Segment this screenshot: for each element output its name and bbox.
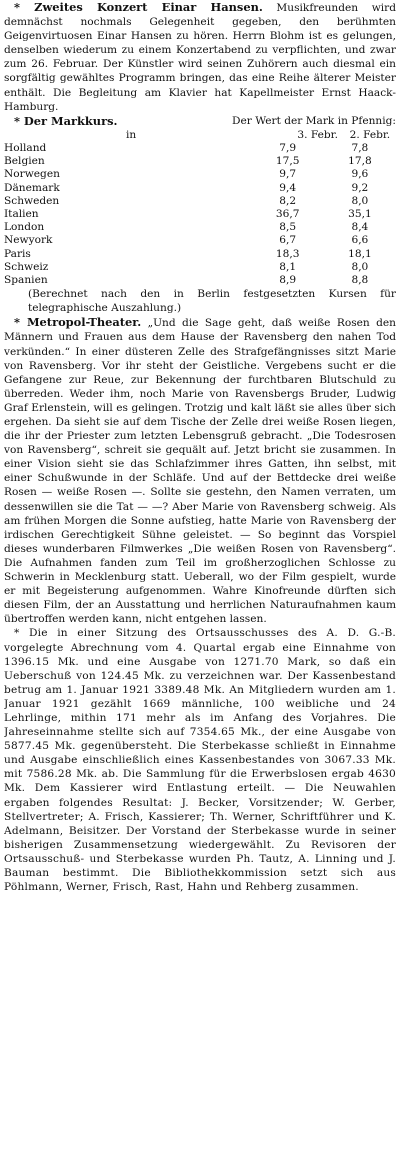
rate-value-date1: 9,7: [279, 168, 297, 181]
article-title: * Metropol-Theater.: [14, 315, 142, 330]
rate-value-date2: 18,1: [348, 247, 372, 260]
column-header-in: in: [126, 128, 137, 141]
column-header-date1: 3. Febr.: [297, 128, 338, 141]
rate-value-date2: 8,0: [351, 194, 369, 207]
article-body: * Die in einer Sitzung des Ortsausschusses des A. D. G.-B. vorgelegte Abrechnung vom 4. Quartal ergab eine Einnahme von 1396.15 Mk. und eine Ausgabe von 1271.70 Mark, so daß ein Ueberschuß von 124.45 Mk. zu verzeichnen war. Der Kassenbestand betrug am 1. Januar 1921 3389.48 Mk. An Mitgliedern wurden am 1. Januar 1921 gezählt 1669 männliche, 100 weibliche und 24 Lehrlinge, mithin 171 mehr als im Anfang des Vorjahres. Die Jahreseinnahme stellte sich auf 7354.65 Mk., der eine Ausgabe von 5877.45 Mk. gegenübersteht. Die Sterbekasse schließt in Einnahme und Ausgabe einschließlich eines Kassenbestandes von 3067.33 Mk. mit 7586.28 Mk. ab. Die Sammlung für die Erwerbslosen ergab 4630 Mk. Dem Kassierer wird Entlastung erteilt. — Die Neuwahlen ergaben folgendes Resultat: J. Becker, Vorsitzender; W. Gerber, Stellvertreter; A. Frisch, Kassierer; Th. Werner, Schriftführer und K. Adelmann, Beisitzer. Der Vorstand der Sterbekasse wurde in seiner bisherigen Zusammensetzung wiedergewählt. Zu Revisoren der Ortsausschuß- und Sterbekasse wurden Ph. Tautz, A. Linning und J. Bauman bestimmt. Die Bibliothekkommission setzt sich aus Pöhlmann, Werner, Frisch, Rast, Hahn und Rehberg zusammen.: [4, 627, 396, 894]
markkurs-column-headers: [4, 128, 396, 142]
rate-value-date2: 17,8: [348, 155, 372, 168]
article-body: Musikfreunden wird demnächst nochmals Gelegenheit gegeben, den berühmten Geigenvirtuosen Einar Hansen zu hören. Herrn Blohm ist es gelungen, denselben wiederum zu einem Konzertabend zu verpflichten, und zwar zum 26. Februar. Der Künstler wird seinen Zuhörern auch diesmal ein sorgfältig gewähltes Programm bringen, das eine Reihe älterer Meister enthält. Die Begleitung am Klavier hat Kapellmeister Ernst Haack-Hamburg.: [4, 2, 396, 113]
rate-row: [4, 195, 396, 208]
country-name: Holland: [4, 141, 47, 154]
country-name: Newyork: [4, 234, 53, 247]
rate-row: [4, 142, 396, 155]
rate-row: [4, 248, 396, 261]
rate-value-date1: 8,2: [279, 194, 297, 207]
rate-value-date2: 7,8: [351, 141, 369, 154]
markkurs-heading: [4, 114, 396, 128]
markkurs-intro: Der Wert der Mark in Pfennig:: [232, 114, 396, 127]
country-name: London: [4, 221, 45, 234]
article-title: * Zweites Konzert Einar Hansen.: [14, 0, 263, 14]
column-header-date2: 2. Febr.: [349, 128, 391, 141]
rate-value-date1: 18,3: [275, 247, 300, 260]
rate-value-date1: 8,1: [279, 260, 297, 273]
rate-row: [4, 182, 396, 195]
rate-value-date1: 9,4: [279, 181, 297, 194]
rate-value-date1: 7,9: [279, 141, 297, 154]
article-ortsausschuss: [4, 626, 396, 894]
rate-value-date1: 8,5: [279, 221, 297, 234]
rate-value-date2: 9,6: [351, 168, 369, 181]
rate-value-date2: 8,8: [351, 273, 369, 286]
rate-value-date2: 9,2: [351, 181, 369, 194]
rate-value-date2: 8,4: [351, 221, 369, 234]
rate-row: [4, 274, 396, 287]
rate-value-date2: 6,6: [351, 234, 369, 247]
country-name: Schweiz: [4, 260, 49, 273]
newspaper-column: [4, 0, 396, 1159]
article-konzert: [4, 0, 396, 114]
rate-value-date1: 36,7: [275, 207, 300, 220]
article-title: * Der Markkurs.: [14, 113, 118, 128]
country-name: Dänemark: [4, 181, 60, 194]
article-metropol: [4, 315, 396, 626]
rate-value-date1: 17,5: [275, 155, 300, 168]
rate-value-date1: 6,7: [279, 234, 297, 247]
country-name: Belgien: [4, 155, 45, 168]
rate-value-date2: 35,1: [348, 207, 372, 220]
rate-row: [4, 234, 396, 247]
rate-row: [4, 155, 396, 168]
country-name: Italien: [4, 207, 39, 220]
rate-row: [4, 261, 396, 274]
country-name: Spanien: [4, 273, 48, 286]
rate-row: [4, 168, 396, 181]
rate-row: [4, 208, 396, 221]
markkurs-note: (Berechnet nach den in Berlin festgesetzten Kursen für telegraphische Auszahlung.): [28, 288, 396, 315]
country-name: Schweden: [4, 194, 60, 207]
rate-value-date2: 8,0: [351, 260, 369, 273]
rates-table: [4, 142, 396, 287]
country-name: Paris: [4, 247, 31, 260]
rate-row: [4, 221, 396, 234]
article-markkurs: [4, 114, 396, 316]
article-body: „Und die Sage geht, daß weiße Rosen den Männern und Frauen aus dem Hause der Ravensberg den nahen Tod verkünden.“ In einer düsteren Zelle des Strafgefängnisses sitzt Marie von Ravensberg. Vor ihr steht der Geistliche. Vergebens sucht er die Gefangene zur Reue, zur Bekennung der furchtbaren Blutschuld zu überreden. Weder ihm, noch Marie von Ravensbergs Bruder, Ludwig Graf Erlenstein, will es gelingen. Trotzig und kalt läßt sie alles über sich ergehen. Da sieht sie auf dem Tische der Zelle drei weiße Rosen liegen, die ihr der Priester zum letzten Lebensgruß gebracht. „Die Todesrosen von Ravensberg“, schreit sie gequält auf. Jetzt bricht sie zusammen. In einer Vision sieht sie das Schlafzimmer ihres Gatten, ihn selbst, mit einer Schußwunde in der Schläfe. Und auf der Bettdecke drei weiße Rosen — weiße Rosen —. Sollte sie gestehn, den Namen verraten, um dessenwillen sie die Tat — —? Aber Marie von Ravensberg schweig. Als am frühen Morgen die Sonne aufstieg, hatte Marie von Ravensberg der irdischen Gerechtigkeit Sühne geleistet. — So beginnt das Vorspiel dieses wunderbaren Filmwerkes „Die weißen Rosen von Ravensberg“. Die Aufnahmen fanden zum Teil im großherzoglichen Schlosse zu Schwerin in Mecklenburg statt. Ueberall, wo der Film gespielt, wurde er mit Begeisterung aufgenommen. Wahre Kinofreunde dürften sich diesen Film, der an Ausstattung und herrlichen Naturaufnahmen kaum übertroffen werden kann, nicht entgehen lassen.: [4, 317, 396, 626]
country-name: Norwegen: [4, 168, 60, 181]
rate-value-date1: 8,9: [279, 273, 297, 286]
